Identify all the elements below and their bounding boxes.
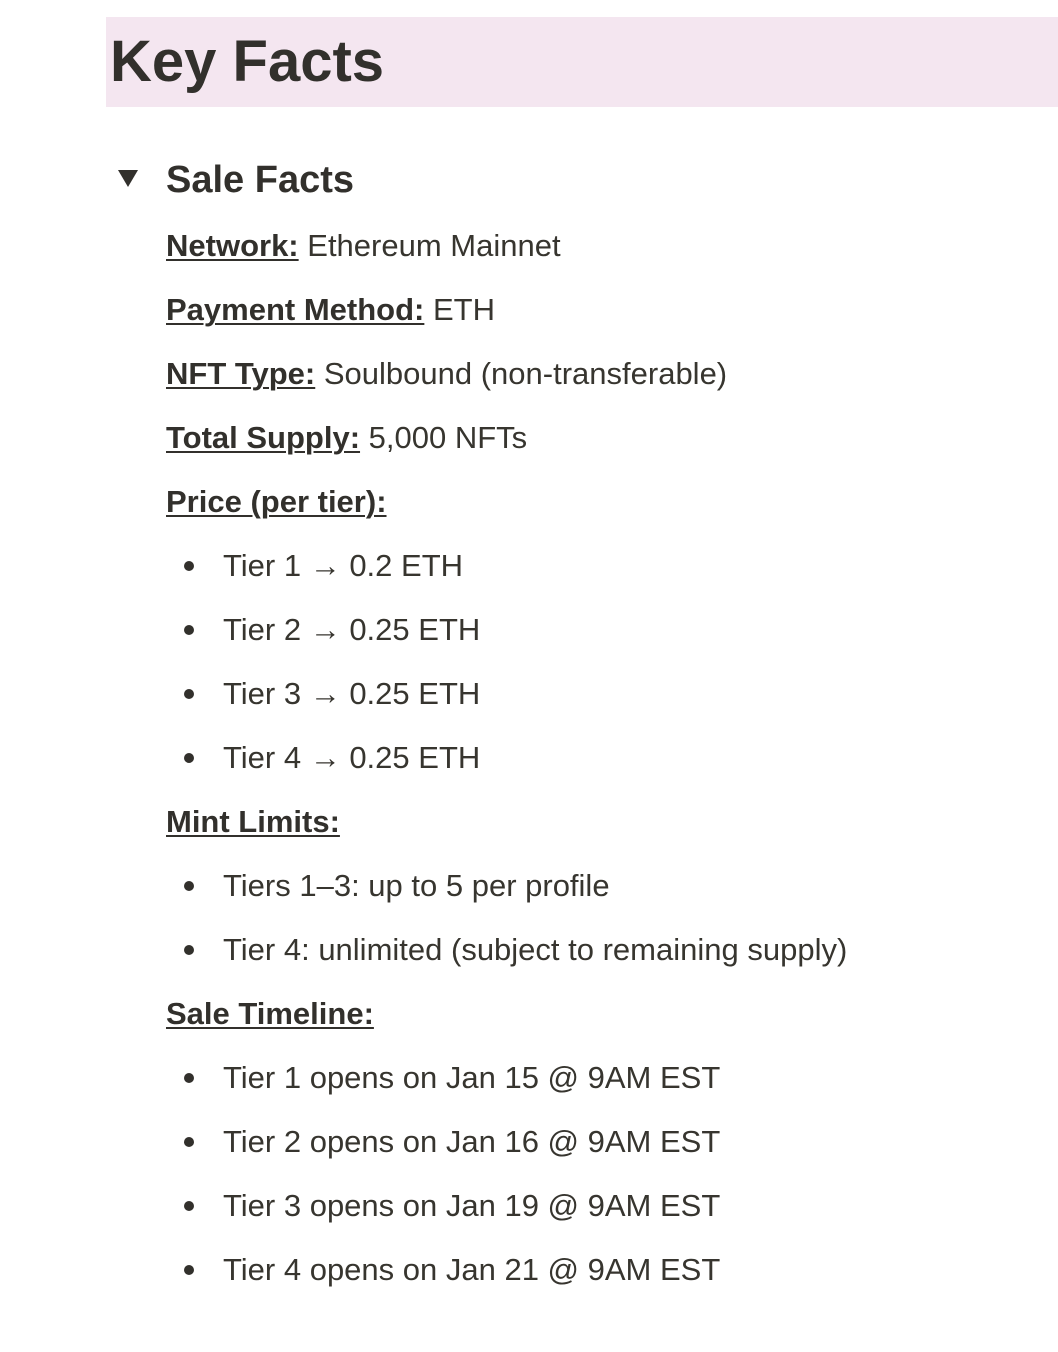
heading-block xyxy=(106,17,1058,107)
list-item-text: Tier 2 → 0.25 ETH xyxy=(223,612,481,647)
toggle-title[interactable]: Sale Facts xyxy=(166,159,354,201)
fact-label: Sale Timeline: xyxy=(166,996,374,1031)
fact-nft-type xyxy=(166,354,727,394)
list-item-text: Tier 1 → 0.2 ETH xyxy=(223,548,464,583)
fact-network xyxy=(166,226,561,266)
fact-value: 5,000 NFTs xyxy=(368,420,528,455)
list-item-text: Tier 4 → 0.25 ETH xyxy=(223,740,481,775)
list-item-text: Tier 4: unlimited (subject to remaining supply) xyxy=(223,932,848,967)
list-item-text: Tier 3 → 0.25 ETH xyxy=(223,676,481,711)
bullet-icon xyxy=(184,1265,194,1275)
bullet-icon xyxy=(184,1137,194,1147)
bullet-icon xyxy=(184,881,194,891)
fact-label: Payment Method: xyxy=(166,292,425,327)
list-item-text: Tier 2 opens on Jan 16 @ 9AM EST xyxy=(223,1124,721,1159)
fact-total-supply xyxy=(166,418,527,458)
fact-label: NFT Type: xyxy=(166,356,316,391)
bullet-icon xyxy=(184,625,194,635)
page-title: Key Facts xyxy=(110,29,385,94)
list-item-text: Tier 3 opens on Jan 19 @ 9AM EST xyxy=(223,1188,721,1223)
list-item-text: Tier 4 opens on Jan 21 @ 9AM EST xyxy=(223,1252,721,1287)
fact-label: Mint Limits: xyxy=(166,804,340,839)
price-heading xyxy=(166,482,387,522)
bullet-icon xyxy=(184,1073,194,1083)
bullet-icon xyxy=(184,753,194,763)
bullet-icon xyxy=(184,1201,194,1211)
bullet-icon xyxy=(184,561,194,571)
list-item-text: Tier 1 opens on Jan 15 @ 9AM EST xyxy=(223,1060,721,1095)
sale-timeline-heading xyxy=(166,994,374,1034)
list-item-text: Tiers 1–3: up to 5 per profile xyxy=(223,868,610,903)
fact-value: Soulbound (non-transferable) xyxy=(323,356,728,391)
fact-value: ETH xyxy=(432,292,495,327)
mint-limits-heading xyxy=(166,802,340,842)
fact-payment-method xyxy=(166,290,495,330)
bullet-icon xyxy=(184,689,194,699)
fact-value: Ethereum Mainnet xyxy=(307,228,561,263)
bullet-icon xyxy=(184,945,194,955)
triangle-down-icon[interactable] xyxy=(118,170,138,187)
fact-label: Price (per tier): xyxy=(166,484,387,519)
fact-label: Network: xyxy=(166,228,299,263)
fact-label: Total Supply: xyxy=(166,420,361,455)
